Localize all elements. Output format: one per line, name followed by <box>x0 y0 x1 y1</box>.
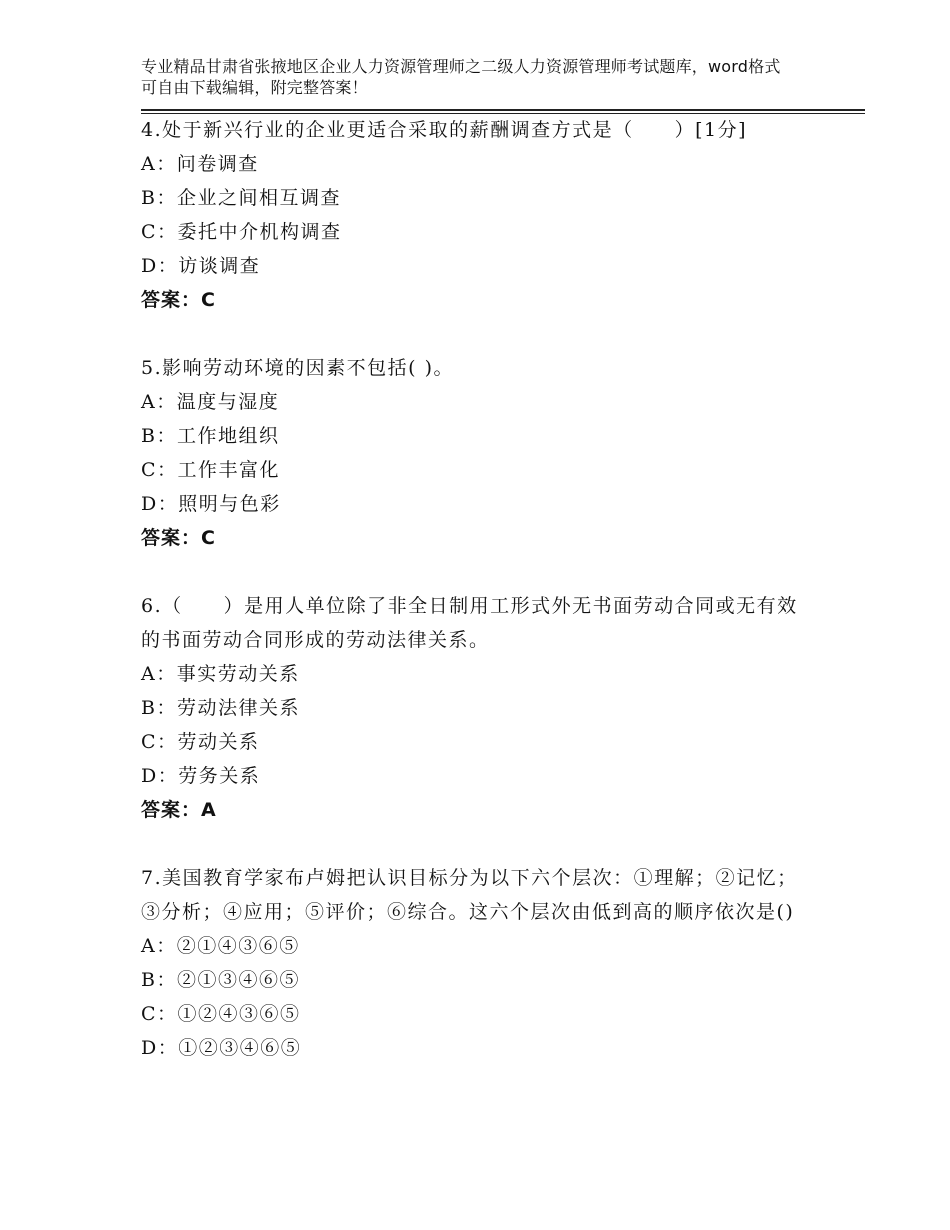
question-stem: 6.（ ）是用人单位除了非全日制用工形式外无书面劳动合同或无有效的书面劳动合同形成的劳动法律关系。 <box>141 595 798 651</box>
question-7 <box>141 861 871 1065</box>
option-c: C：工作丰富化 <box>141 459 281 481</box>
header-divider <box>141 109 865 111</box>
option-d: D：①②③④⑥⑤ <box>141 1037 302 1059</box>
answer: 答案：C <box>141 527 216 549</box>
document-header: 专业精品甘肃省张掖地区企业人力资源管理师之二级人力资源管理师考试题库，word格式可自由下载编辑，附完整答案！ <box>141 57 781 97</box>
question-5 <box>141 351 871 555</box>
option-c: C：委托中介机构调查 <box>141 221 342 243</box>
option-c: C：劳动关系 <box>141 731 260 753</box>
option-d: D：劳务关系 <box>141 765 261 787</box>
option-b: B：劳动法律关系 <box>141 697 300 719</box>
option-d: D：访谈调查 <box>141 255 261 277</box>
option-a: A：事实劳动关系 <box>141 663 300 685</box>
option-c: C：①②④③⑥⑤ <box>141 1003 301 1025</box>
answer: 答案：A <box>141 799 217 821</box>
question-6 <box>141 589 871 827</box>
question-stem: 4.处于新兴行业的企业更适合采取的薪酬调查方式是（ ）[1分] <box>141 119 748 141</box>
option-b: B：企业之间相互调查 <box>141 187 341 209</box>
document-page <box>141 56 871 1065</box>
option-a: A：问卷调查 <box>141 153 259 175</box>
question-4 <box>141 113 871 317</box>
option-b: B：工作地组织 <box>141 425 280 447</box>
option-b: B：②①③④⑥⑤ <box>141 969 300 991</box>
question-stem: 5.影响劳动环境的因素不包括( )。 <box>141 357 454 379</box>
option-a: A：②①④③⑥⑤ <box>141 935 300 957</box>
option-d: D：照明与色彩 <box>141 493 281 515</box>
question-stem: 7.美国教育学家布卢姆把认识目标分为以下六个层次：①理解；②记忆；③分析；④应用；⑤评价；⑥综合。这六个层次由低到高的顺序依次是() <box>141 867 798 923</box>
option-a: A：温度与湿度 <box>141 391 280 413</box>
answer: 答案：C <box>141 289 216 311</box>
